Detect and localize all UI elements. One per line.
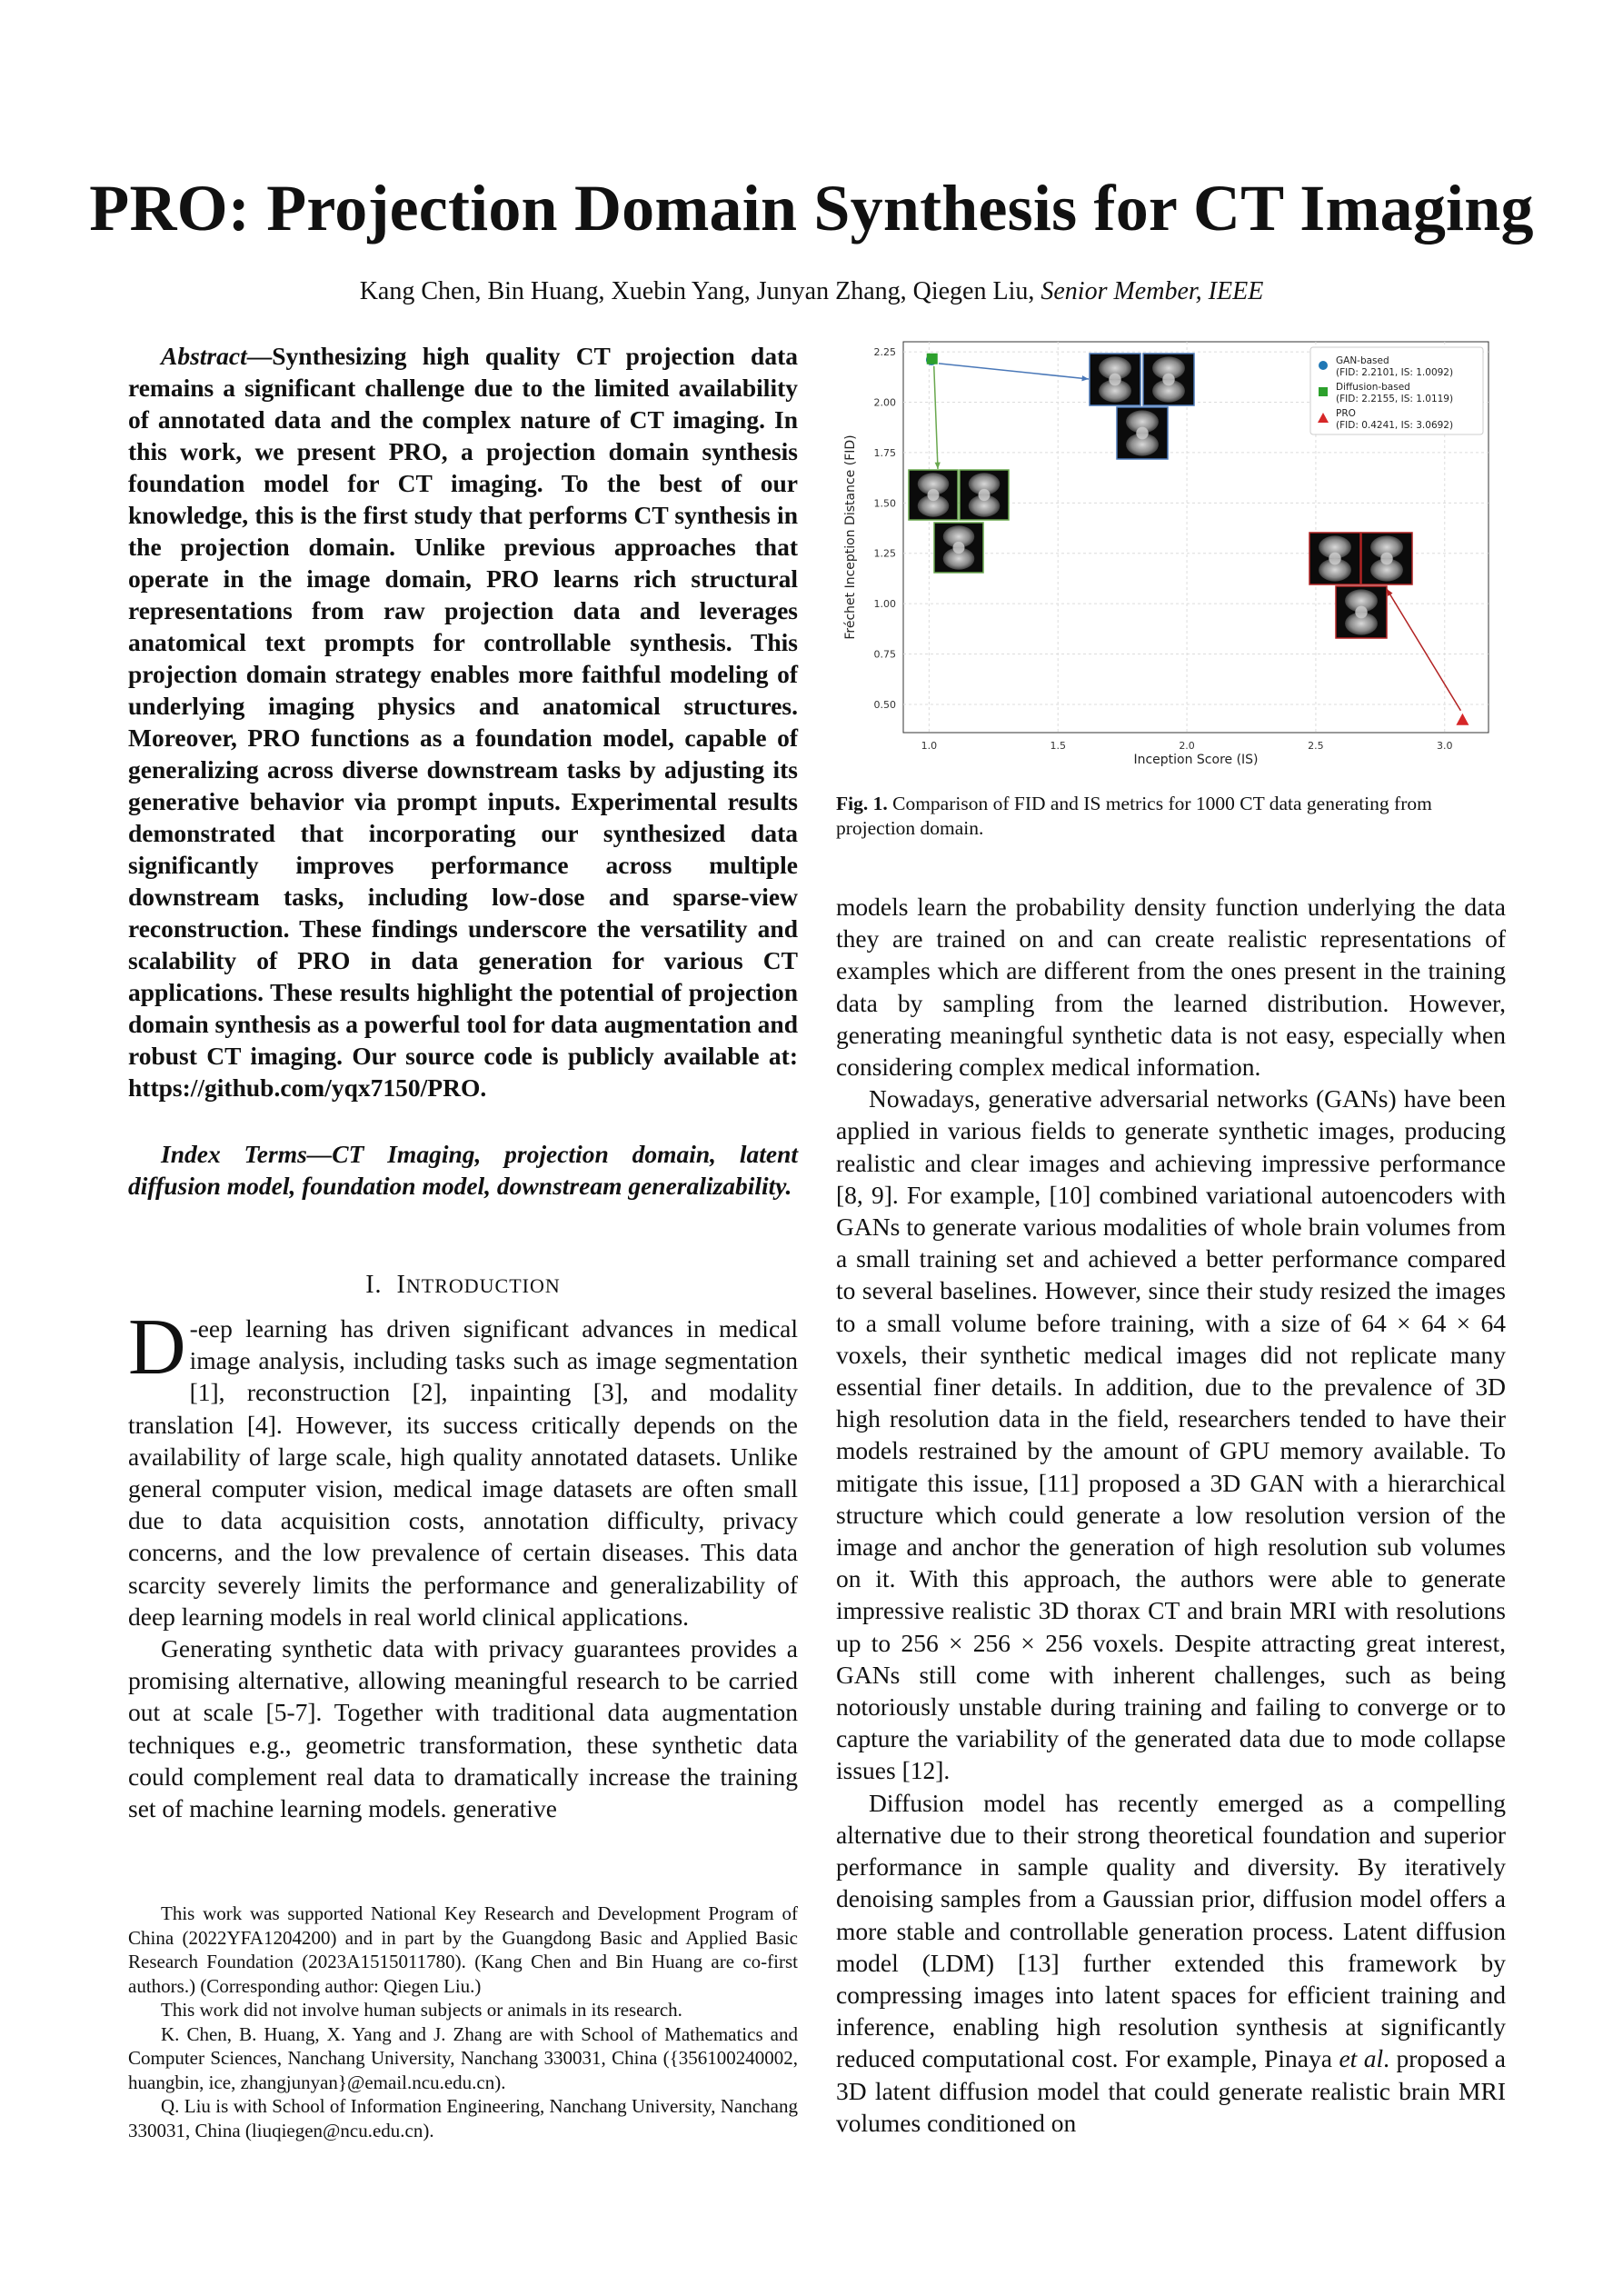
x-tick-label: 1.5 bbox=[1050, 740, 1066, 752]
intro-paragraph-3: models learn the probability density function underlying the data they are trained on and can create realistic representations of examples which are different from the ones present in the training data by sampling from the learned distribution. However, generating meaningful synthetic data is not easy, especially when considering complex medical information. bbox=[836, 893, 1506, 1082]
gan-sample-thumbnail bbox=[1090, 354, 1140, 405]
section-heading-introduction bbox=[128, 1271, 798, 1300]
intro-paragraph-5-emphasis: et al bbox=[1339, 2044, 1384, 2073]
left-column-body bbox=[128, 1303, 798, 1824]
gan-sample-thumbnail bbox=[1143, 354, 1194, 405]
footnote-funding: This work was supported National Key Research and Development Program of China (2022YFA1204200) and in part by the Guangdong Basic and Applied Basic Research Foundation (2023A1515011780). (Kang Chen and Bin Huang are co-first authors.) (Corresponding author: Qiegen Liu.) bbox=[128, 1902, 798, 1997]
legend-series-name: Diffusion-based bbox=[1336, 382, 1410, 393]
x-tick-label: 2.0 bbox=[1179, 740, 1195, 752]
figure-1-chart bbox=[834, 336, 1498, 773]
legend-circle-marker bbox=[1319, 361, 1328, 370]
diffusion-sample-thumbnail bbox=[909, 470, 958, 520]
intro-paragraph-5-part-a: Diffusion model has recently emerged as a compelling alternative due to their strong theoretical foundation and superior performance in sample quality and diversity. By iteratively denoising samples from a Gaussian prior, diffusion model offers a more stable and controllable generation process. Latent diffusion model (LDM) [13] further extended this framework by compressing images into latent spaces for efficient training and inference, enabling high resolution synthesis at significantly reduced computational cost. For example, Pinaya bbox=[836, 1788, 1506, 2073]
footnote-affiliation-2: Q. Liu is with School of Information Engineering, Nanchang University, Nanchang 330031, China (liuqiegen@ncu.edu.cn). bbox=[128, 2095, 798, 2141]
legend-series-detail: (FID: 0.4241, IS: 3.0692) bbox=[1336, 420, 1454, 431]
author-membership: Senior Member, IEEE bbox=[1041, 277, 1264, 305]
thumbnail-core bbox=[1355, 606, 1367, 619]
legend bbox=[1310, 347, 1483, 434]
author-names: Kang Chen, Bin Huang, Xuebin Yang, Junyan Zhang, Qiegen Liu, bbox=[359, 277, 1041, 305]
index-terms-text: Index Terms—CT Imaging, projection domain, latent diffusion model, foundation model, downstream generalizability. bbox=[128, 1140, 798, 1200]
section-heading-rest: NTRODUCTION bbox=[405, 1274, 561, 1297]
intro-paragraph-1-text: -eep learning has driven significant advances in medical image analysis, including tasks such as image segmentation [1], reconstruction [2], inpainting [3], and modality translation [4]. However, its success critically depends on the availability of large scale, high quality annotated datasets. Unlike general computer vision, medical image datasets are often small due to data acquisition costs, annotation difficulty, privacy concerns, and the low prevalence of certain diseases. This data scarcity severely limits the performance and generalizability of deep learning models in real world clinical applications. bbox=[128, 1314, 798, 1631]
intro-paragraph-2: Generating synthetic data with privacy guarantees provides a promising alternative, allowing meaningful research to be carried out at scale [5-7]. Together with traditional data augmentation techniques e.g., geometric transformation, these synthetic data could complement real data to dramatically increase the training set of machine learning models. generative bbox=[128, 1634, 798, 1823]
intro-paragraph-1 bbox=[128, 1303, 798, 1632]
index-terms bbox=[128, 1138, 798, 1202]
y-tick-label: 0.75 bbox=[873, 648, 896, 661]
section-numeral: I. bbox=[365, 1271, 383, 1299]
x-tick-label: 1.0 bbox=[921, 740, 938, 752]
y-tick-label: 1.50 bbox=[873, 497, 896, 510]
right-column-body bbox=[836, 891, 1506, 2139]
thumbnail-core bbox=[979, 489, 991, 501]
footnote-ethics: This work did not involve human subjects or animals in its research. bbox=[161, 1999, 682, 2021]
diffusion-sample-thumbnail bbox=[960, 470, 1009, 520]
diffusion-sample-thumbnail bbox=[934, 523, 983, 573]
pro-sample-thumbnail bbox=[1309, 533, 1360, 584]
footnote-affiliation-1: K. Chen, B. Huang, X. Yang and J. Zhang are with School of Mathematics and Computer Sciences, Nanchang University, Nanchang 330031, China ({356100240002, huangbin, ice, zhangjunyan}@email.ncu.edu.cn). bbox=[128, 2022, 798, 2093]
footnotes bbox=[128, 1902, 798, 2142]
author-line bbox=[0, 277, 1623, 306]
legend-series-detail: (FID: 2.2101, IS: 1.0092) bbox=[1336, 367, 1454, 378]
legend-square-marker bbox=[1319, 387, 1328, 396]
diffusion-based-point bbox=[927, 354, 938, 364]
y-tick-label: 2.25 bbox=[873, 346, 896, 359]
thumbnail-core bbox=[1109, 374, 1120, 386]
x-axis-label: Inception Score (IS) bbox=[1133, 753, 1259, 767]
abstract bbox=[128, 340, 798, 1103]
legend-series-name: PRO bbox=[1336, 408, 1356, 419]
caption-label: Fig. 1. bbox=[836, 793, 888, 814]
abstract-body: —Synthesizing high quality CT projection data remains a significant challenge due to the limited availability of annotated data and the complex nature of CT imaging. In this work, we present PRO, a projection domain synthesis foundation model for CT imaging. To the best of our knowledge, this is the first study that performs CT synthesis in the projection domain. Unlike previous approaches that operate in the image domain, PRO learns rich structural representations from raw projection data and leverages anatomical text prompts for controllable synthesis. This projection domain strategy enables more faithful modeling of underlying imaging physics and anatomical structures. Moreover, PRO functions as a foundation model, capable of generalizing across diverse downstream tasks by adjusting its generative behavior via prompt inputs. Experimental results demonstrated that incorporating our synthesized data significantly improves performance across multiple downstream tasks, including low-dose and sparse-view reconstruction. These findings underscore the versatility and scalability of PRO in data generation for various CT applications. These results highlight the potential of projection domain synthesis as a powerful tool for data augmentation and robust CT imaging. Our source code is publicly available at: https://github.com/yqx7150/PRO. bbox=[128, 342, 798, 1102]
thumbnail-core bbox=[1136, 427, 1148, 440]
drop-cap: D bbox=[128, 1303, 186, 1392]
legend-series-detail: (FID: 2.2155, IS: 1.0119) bbox=[1336, 394, 1454, 404]
x-tick-label: 3.0 bbox=[1437, 740, 1453, 752]
pro-sample-thumbnail bbox=[1336, 586, 1387, 638]
y-tick-label: 0.50 bbox=[873, 698, 896, 711]
gan-sample-thumbnail bbox=[1117, 407, 1168, 459]
section-heading-initial: I bbox=[396, 1271, 406, 1299]
y-tick-label: 1.25 bbox=[873, 547, 896, 560]
intro-paragraph-5 bbox=[836, 1787, 1506, 2139]
x-tick-label: 2.5 bbox=[1308, 740, 1324, 752]
y-tick-label: 2.00 bbox=[873, 396, 896, 409]
thumbnail-core bbox=[1380, 553, 1392, 565]
intro-paragraph-4: Nowadays, generative adversarial networks (GANs) have been applied in various fields to generate synthetic images, producing realistic and clear images and achieving impressive performance [8, 9]. For example, [10] combined variational autoencoders with GANs to generate various modalities of whole brain volumes from a small training set and achieved a better performance compared to several baselines. However, since their study resized the images to a small volume before training, with a size of 64 × 64 × 64 voxels, their synthetic medical images did not replicate many essential finer details. In addition, due to the prevalence of 3D high resolution data in the field, researchers tended to have their models restrained by the amount of GPU memory available. To mitigate this issue, [11] proposed a 3D GAN with a hierarchical structure which could generate a low resolution version of the image and anchor the generation of high resolution sub volumes on it. With this approach, the authors were able to generate impressive realistic 3D thorax CT and brain MRI with resolutions up to 256 × 256 × 256 voxels. Despite attracting great interest, GANs still come with inherent challenges, such as being notoriously unstable during training and failing to converge or to capture the variability of the generated data due to mode collapse issues [12]. bbox=[836, 1084, 1506, 1785]
legend-series-name: GAN-based bbox=[1336, 355, 1389, 366]
thumbnail-core bbox=[1162, 374, 1174, 386]
caption-text: Comparison of FID and IS metrics for 1000 CT data generating from projection domain. bbox=[836, 793, 1432, 839]
thumbnail-core bbox=[953, 542, 965, 554]
thumbnail-core bbox=[1329, 553, 1340, 565]
thumbnail-core bbox=[928, 489, 940, 501]
pro-sample-thumbnail bbox=[1361, 533, 1412, 584]
y-axis-label: Fréchet Inception Distance (FID) bbox=[843, 434, 858, 640]
y-tick-label: 1.75 bbox=[873, 446, 896, 459]
y-tick-label: 1.00 bbox=[873, 598, 896, 611]
intro-paragraph-5-part-b: . proposed a 3D latent diffusion model that could generate realistic brain MRI volumes conditioned on bbox=[836, 2044, 1506, 2137]
figure-caption bbox=[836, 792, 1508, 841]
paper-title: PRO: Projection Domain Synthesis for CT Imaging bbox=[89, 172, 1534, 245]
abstract-head: Abstract bbox=[161, 342, 247, 370]
